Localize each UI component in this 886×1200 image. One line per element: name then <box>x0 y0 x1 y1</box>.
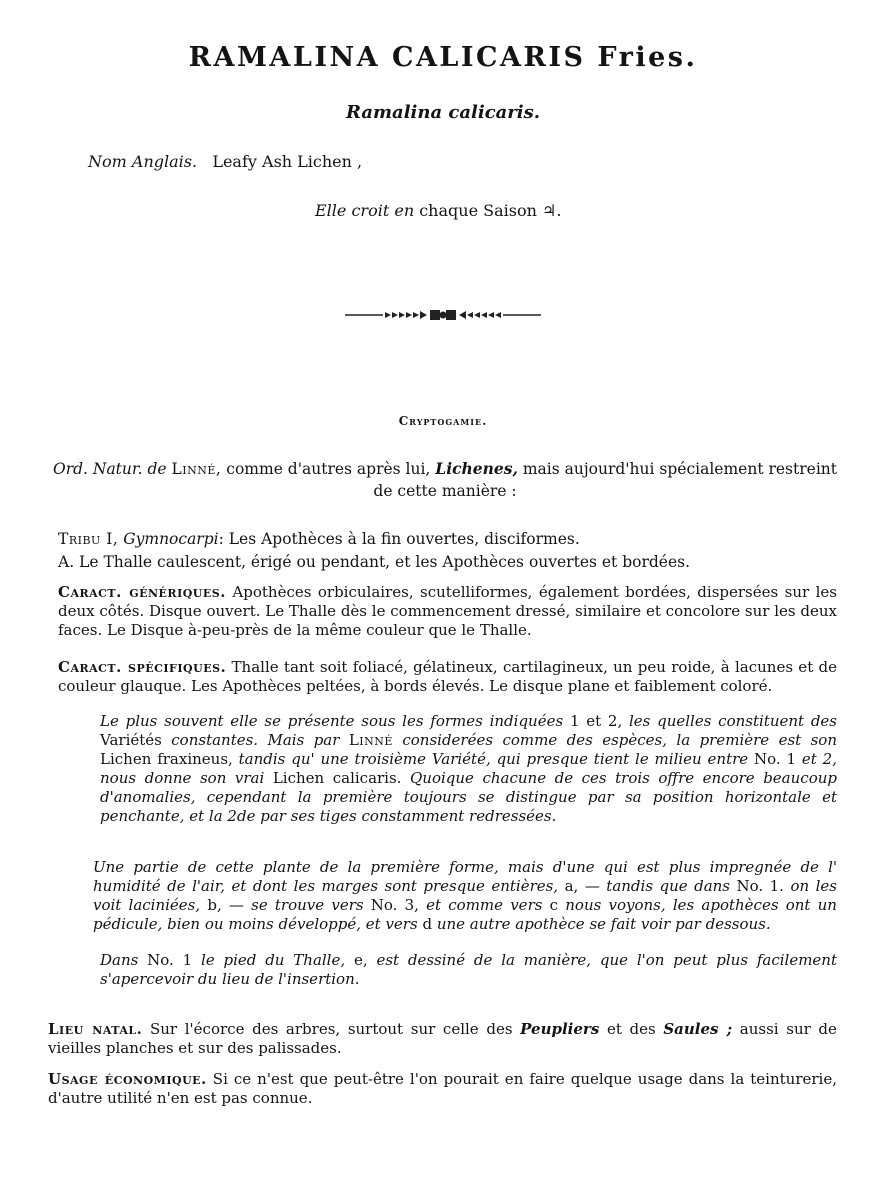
note1-part: Lichen calicaris. <box>272 769 402 787</box>
lieu-natal-label: Lieu natal. <box>48 1020 143 1038</box>
note1-part: 1 et 2, <box>569 712 623 730</box>
usage-paragraph <box>48 1070 837 1108</box>
ord-label: Ord. Natur. de <box>52 460 167 478</box>
ord-linne: Linné, <box>171 460 222 478</box>
usage-label: Usage économique. <box>48 1070 207 1088</box>
note1-part: constantes. Mais par <box>171 731 340 749</box>
lieu-text-b: et des <box>606 1020 656 1038</box>
note2-part: c <box>549 896 559 914</box>
tribu-line <box>58 530 580 548</box>
note-paragraph-3 <box>100 951 837 989</box>
note2-part: on les voit laciniées, <box>93 877 837 914</box>
note2-part: No. 3, <box>370 896 419 914</box>
note2-part: a, <box>564 877 579 895</box>
note1-part: Linné <box>348 731 393 749</box>
usage-text: Si ce n'est que peut-être l'on pourait en faire quelque usage dans la teinturerie, d'autre utilité n'en est pas connue. <box>48 1070 837 1107</box>
note1-part: considerées comme des espèces, la première est son <box>402 731 837 749</box>
tribu-label: Tribu I, <box>58 530 119 548</box>
caract-generiques-paragraph <box>58 583 837 640</box>
note-paragraph-2 <box>93 858 837 934</box>
saules: Saules ; <box>663 1020 733 1038</box>
note2-part: No. 1. <box>736 877 784 895</box>
note1-part: les quelles constituent des <box>628 712 837 730</box>
latin-subtitle: Ramalina calicaris. <box>345 102 541 123</box>
tribu-name: Gymnocarpi <box>123 530 219 548</box>
note1-part: Le plus souvent elle se présente sous les formes indiquées <box>100 712 564 730</box>
nom-label: Nom Anglais. <box>88 152 198 171</box>
page-title: RAMALINA CALICARIS Fries. <box>188 42 698 73</box>
note3-part: le pied du Thalle, <box>201 951 346 969</box>
note1-part: Variétés <box>100 731 162 749</box>
ornament-divider <box>0 305 886 329</box>
season-post: chaque Saison <box>419 201 537 220</box>
note-paragraph-1 <box>100 712 837 826</box>
peupliers: Peupliers <box>520 1020 600 1038</box>
note1-part: Quoique chacune de ces trois offre encore beaucoup d'anomalies, cependant la première toujours se distingue par sa position horizontale et penchante, et la 2de par ses tiges constamment redressées. <box>100 769 837 825</box>
ord-lichenes: Lichenes, <box>435 459 518 478</box>
note2-part: b, <box>207 896 222 914</box>
note2-part: une autre apothèce se fait voir par dessous. <box>436 915 771 933</box>
lieu-text-a: Sur l'écorce des arbres, surtout sur celle des <box>150 1020 513 1038</box>
note3-part: No. 1 <box>147 951 193 969</box>
tribu-text: : Les Apothèces à la fin ouvertes, disciformes. <box>218 530 580 548</box>
english-name-line <box>88 152 362 171</box>
note1-part: tandis qu' une troisième Variété, qui presque tient le milieu entre <box>238 750 749 768</box>
note3-part: est dessiné de la manière, que l'on peut plus facilement s'apercevoir du lieu de l'insertion. <box>100 951 837 988</box>
note2-part: et comme vers <box>426 896 543 914</box>
caract-specifiques-label: Caract. spécifiques. <box>58 658 227 676</box>
order-paragraph <box>50 458 840 502</box>
note2-part: Une partie de cette plante de la première forme, mais d'une qui est plus impregnée de l' humidité de l'air, et dont les marges sont presque entières, <box>93 858 837 895</box>
section-heading: Cryptogamie. <box>398 414 488 428</box>
note1-part: et 2, nous donne son vrai <box>100 750 837 787</box>
caract-generiques-label: Caract. génériques. <box>58 583 226 601</box>
ornament-icon <box>343 305 543 325</box>
note2-part: — se trouve vers <box>228 896 364 914</box>
ord-text1: comme d'autres après lui, <box>226 460 431 478</box>
season-line <box>315 201 561 220</box>
note2-part: nous voyons, les apothèces ont un pédicule, bien ou moins développé, et vers <box>93 896 837 933</box>
note1-part: Lichen fraxineus, <box>100 750 233 768</box>
lieu-text-c: aussi sur de vieilles planches et sur des palissades. <box>48 1020 837 1057</box>
season-pre: Elle croit en <box>315 201 415 220</box>
nom-value: Leafy Ash Lichen , <box>212 152 363 171</box>
note2-part: d <box>422 915 433 933</box>
perennial-symbol-icon: ♃. <box>541 201 562 220</box>
caract-specifiques-text: Thalle tant soit foliacé, gélatineux, cartilagineux, un peu roide, à lacunes et de couleur glauque. Les Apothèces peltées, à bords élevés. Le disque plane et faiblement coloré. <box>58 658 837 695</box>
note3-part: Dans <box>100 951 139 969</box>
caract-generiques-text: Apothèces orbiculaires, scutelliformes, également bordées, dispersées sur les deux côtés. Disque ouvert. Le Thalle dès le commencement dressé, similaire et concolore sur les deux faces. Le Disque à-peu-près de la même couleur que le Thalle. <box>58 583 838 639</box>
note3-part: e, <box>353 951 368 969</box>
lieu-natal-paragraph <box>48 1020 837 1058</box>
note1-part: No. 1 <box>754 750 797 768</box>
point-a-line: A. Le Thalle caulescent, érigé ou pendant, et les Apothèces ouvertes et bordées. <box>58 553 691 571</box>
ord-text2: mais aujourd'hui spécialement restreint de cette manière : <box>373 460 837 500</box>
caract-specifiques-paragraph <box>58 658 837 696</box>
note2-part: — tandis que dans <box>584 877 731 895</box>
